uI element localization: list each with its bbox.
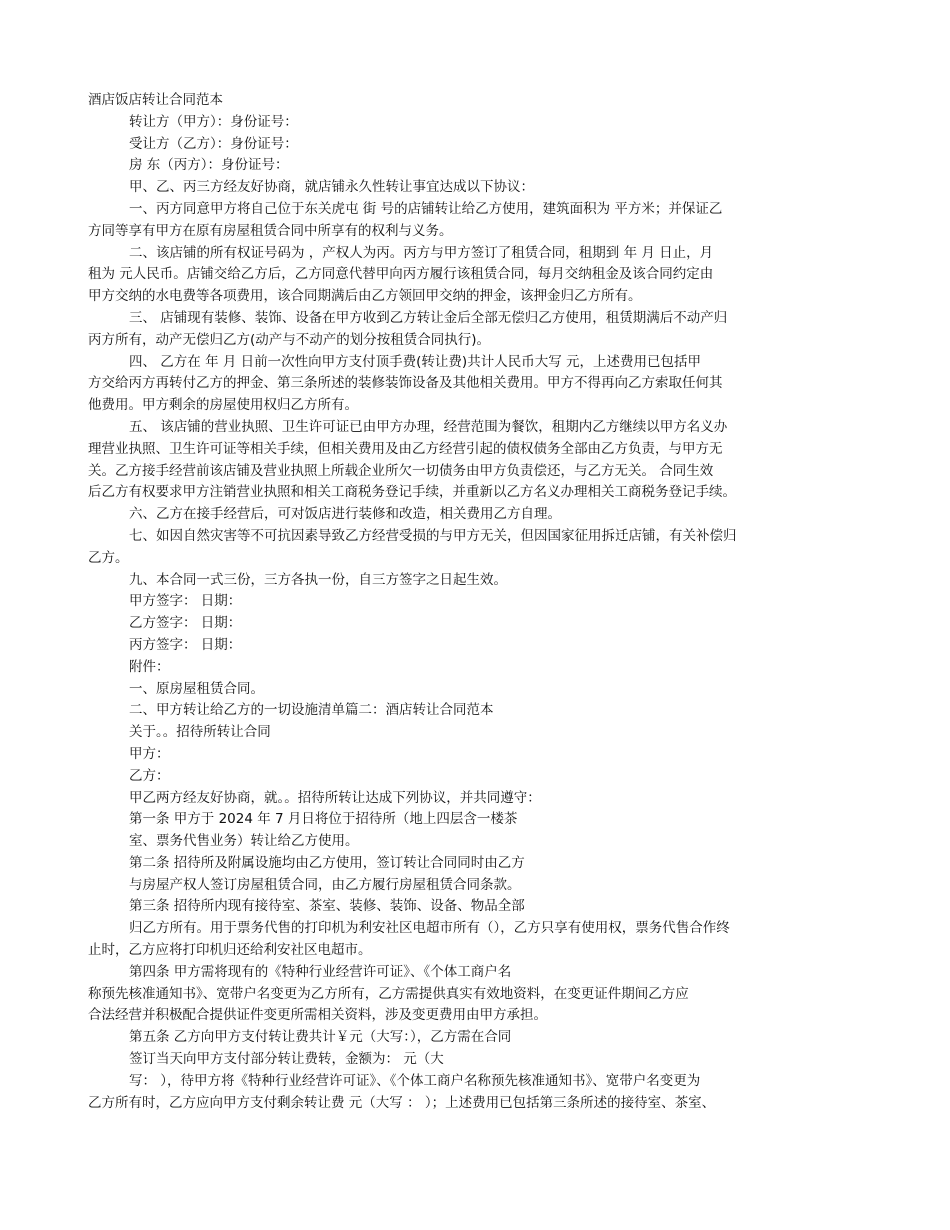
text-line: 六、乙方在接手经营后，可对饭店进行装修和改造，相关费用乙方自理。 <box>129 506 561 523</box>
text-line: 签订当天向甲方支付部分转让费转，金额为： 元（大 <box>129 1051 444 1068</box>
text-line: 归乙方所有。用于票务代售的打印机为利安社区电超市所有（），乙方只享有使用权，票务代售合作终 <box>129 920 730 937</box>
text-line: 甲乙两方经友好协商，就。。招待所转让达成下列协议，并共同遵守： <box>129 789 541 806</box>
text-line: 房 东（丙方）：身份证号： <box>129 157 289 174</box>
text-line: 第四条 甲方需将现有的《特种行业经营许可证》、《个体工商户名 <box>129 963 512 980</box>
text-line: 四、 乙方在 年 月 日前一次性向甲方支付顶手费(转让费)共计人民币大写 元，上述费用已包括甲 <box>129 353 701 370</box>
text-line: 三、 店铺现有装修、装饰、设备在甲方收到乙方转让金后全部无偿归乙方使用，租赁期满后不动产归 <box>129 309 728 326</box>
text-line: 方同等享有甲方在原有房屋租赁合同中所享有的权利与义务。 <box>88 222 453 239</box>
text-line: 受让方（乙方）：身份证号： <box>129 135 298 152</box>
text-line: 后乙方有权要求甲方注销营业执照和相关工商税务登记手续，并重新以乙方名义办理相关工商税务登记手续。 <box>88 484 736 501</box>
text-line: 他费用。甲方剩余的房屋使用权归乙方所有。 <box>88 397 358 414</box>
text-line: 乙方签字： 日期： <box>129 615 242 632</box>
text-line: 附件： <box>129 658 170 675</box>
text-line: 七、如因自然灾害等不可抗因素导致乙方经营受损的与甲方无关，但因国家征用拆迁店铺，有关补偿归 <box>129 527 737 544</box>
text-line: 九、本合同一式三份，三方各执一份，自三方签字之日起生效。 <box>129 571 507 588</box>
text-line: 第二条 招待所及附属设施均由乙方使用，签订转让合同同时由乙方 <box>129 854 525 871</box>
text-line: 写： ），待甲方将《特种行业经营许可证》、《个体工商户名称预先核准通知书》、宽带户名变更为 <box>129 1072 701 1089</box>
document-title: 酒店饭店转让合同范本 <box>88 92 223 108</box>
text-line: 五、 该店铺的营业执照、卫生许可证已由甲方办理，经营范围为餐饮，租期内乙方继续以甲方名义办 <box>129 418 728 435</box>
text-line: 甲方交纳的水电费等各项费用，该合同期满后由乙方领回甲交纳的押金，该押金归乙方所有。 <box>88 288 642 305</box>
text-line: 止时，乙方应将打印机归还给利安社区电超市。 <box>88 942 372 959</box>
text-line: 合法经营并积极配合提供证件变更所需相关资料，涉及变更费用由甲方承担。 <box>88 1007 547 1024</box>
text-line: 室、票务代售业务）转让给乙方使用。 <box>129 833 359 850</box>
text-line: 甲、乙、丙三方经友好协商，就店铺永久性转让事宜达成以下协议： <box>129 179 534 196</box>
text-line: 转让方（甲方）：身份证号： <box>129 113 298 130</box>
text-line: 方交给丙方再转付乙方的押金、第三条所述的装修装饰设备及其他相关费用。甲方不得再向乙方索取任何其 <box>88 375 723 392</box>
text-line: 第三条 招待所内现有接待室、茶室、装修、装饰、设备、物品全部 <box>129 898 525 915</box>
text-line: 乙方所有时，乙方应向甲方支付剩余转让费 元（大写 ： ）；上述费用已包括第三条所述的接待室、茶室、 <box>88 1094 716 1111</box>
text-line: 称预先核准通知书》、宽带户名变更为乙方所有，乙方需提供真实有效地资料，在变更证件期间乙方应 <box>88 985 689 1002</box>
text-line: 与房屋产权人签订房屋租赁合同，由乙方履行房屋租赁合同条款。 <box>129 876 521 893</box>
text-line: 甲方签字： 日期： <box>129 593 242 610</box>
text-line: 第五条 乙方向甲方支付转让费共计￥元（大写：），乙方需在合同 <box>129 1029 512 1046</box>
document-lines <box>88 112 878 1115</box>
text-line: 二、该店铺的所有权证号码为 ，产权人为丙。丙方与甲方签订了租赁合同，租期到 年 月 日止，月 <box>129 244 714 261</box>
text-line: 丙方签字： 日期： <box>129 636 242 653</box>
text-line: 第一条 甲方于 2024 年 7 月日将位于招待所（地上四层含一楼茶 <box>129 811 518 828</box>
text-line: 关于。。招待所转让合同 <box>129 724 271 741</box>
text-line: 乙方。 <box>88 549 129 566</box>
document-body <box>88 90 878 1114</box>
text-line: 一、原房屋租赁合同。 <box>129 680 264 697</box>
text-line: 关。乙方接手经营前该店铺及营业执照上所载企业所欠一切债务由甲方负责偿还，与乙方无关。 合同生效 <box>88 462 714 479</box>
text-line: 甲方： <box>129 745 170 762</box>
text-line: 一、丙方同意甲方将自己位于东关虎屯 街 号的店铺转让给乙方使用，建筑面积为 平方米；并保证乙 <box>129 200 723 217</box>
text-line: 乙方： <box>129 767 170 784</box>
text-line: 丙方所有，动产无偿归乙方(动产与不动产的划分按租赁合同执行)。 <box>88 331 491 348</box>
text-line: 租为 元人民币。店铺交给乙方后，乙方同意代替甲向丙方履行该租赁合同，每月交纳租金及该合同约定由 <box>88 266 714 283</box>
text-line: 理营业执照、卫生许可证等相关手续，但相关费用及由乙方经营引起的债权债务全部由乙方负责，与甲方无 <box>88 440 723 457</box>
text-line: 二、甲方转让给乙方的一切设施清单篇二：酒店转让合同范本 <box>129 702 494 719</box>
